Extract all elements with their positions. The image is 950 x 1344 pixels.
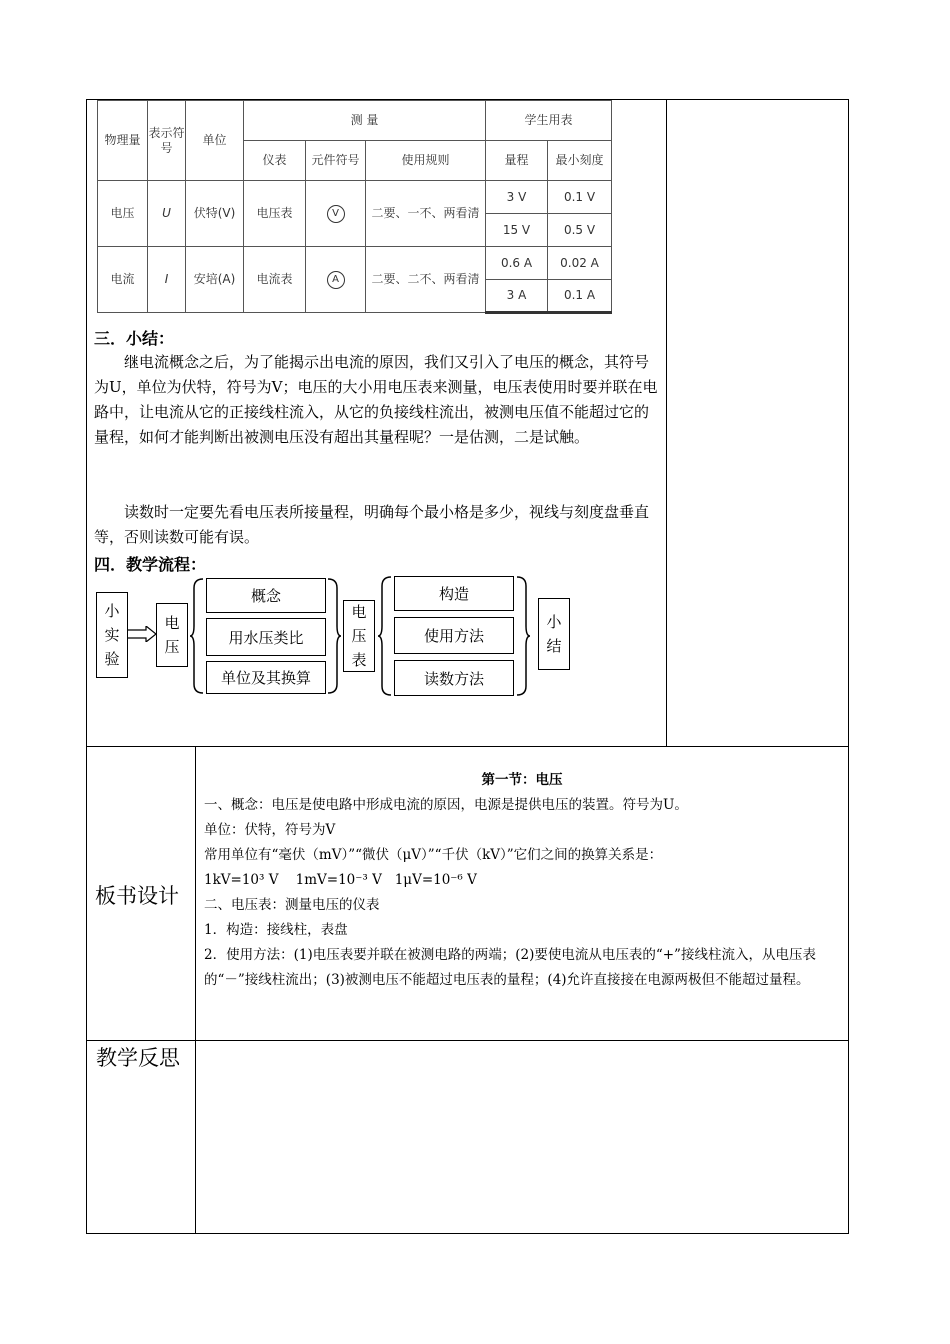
right-brace-1-icon (327, 578, 341, 694)
board-line-voltmeter: 二、电压表：测量电压的仪表 (204, 897, 380, 913)
flow-structure-label: 构造 (438, 585, 469, 603)
voltage-meter: 电压表 (244, 181, 306, 247)
flow-voltage-box (156, 603, 188, 667)
summary-paragraph-2: 读数时一定要先看电压表所接量程，明确每个最小格是多少，视线与刻度盘垂直等，否则读数可能有误。 (94, 503, 650, 546)
outer-bottom-border (86, 1233, 849, 1234)
header-symbol: 表示符号 (148, 101, 186, 181)
board-line-structure: 1．构造：接线柱，表盘 (204, 922, 348, 938)
voltmeter-symbol-icon: V (327, 205, 345, 223)
ammeter-symbol-icon: A (327, 271, 345, 289)
voltage-division-1: 0.1 V (548, 181, 612, 214)
flow-end-label: 小结 (546, 613, 562, 655)
flow-heading: 四．教学流程： (94, 555, 207, 574)
current-division-1: 0.02 A (548, 247, 612, 280)
outer-right-border (848, 99, 849, 1234)
current-rule: 二要、二不、两看清 (366, 247, 486, 313)
current-symbol: I (148, 247, 186, 313)
flow-meter-label: 电压表 (351, 603, 367, 669)
flow-arrow-icon (128, 626, 156, 642)
left-brace-1-icon (190, 578, 204, 694)
flow-meter-box (343, 600, 375, 672)
left-brace-2-icon (378, 576, 392, 696)
current-division-2: 0.1 A (548, 280, 612, 313)
header-range: 量程 (486, 141, 548, 181)
board-line-usage: 2．使用方法：(1)电压表要并联在被测电路的两端；(2)要使电流从电压表的“+”接线柱流入，从电压表的“－”接线柱流出；(3)被测电压不能超过电压表的量程；(4)允许直接接在电源两极但不能超过量程。 (204, 947, 816, 988)
flow-unit-label: 单位及其换算 (220, 669, 311, 687)
header-rule: 使用规则 (366, 141, 486, 181)
header-quantity: 物理量 (98, 101, 148, 181)
flow-usage-box (394, 617, 514, 654)
header-unit: 单位 (186, 101, 244, 181)
current-range-1: 0.6 A (486, 247, 548, 280)
flow-voltage-label: 电压 (164, 614, 180, 656)
header-element: 元件符号 (306, 141, 366, 181)
voltage-quantity: 电压 (98, 181, 148, 247)
row-divider-1 (86, 746, 849, 747)
row-divider-2 (86, 1040, 849, 1041)
current-range-2: 3 A (486, 280, 548, 313)
board-line-unit: 单位：伏特，符号为V (204, 822, 336, 838)
physics-quantity-table (97, 100, 612, 314)
flow-usage-label: 使用方法 (423, 627, 484, 645)
voltage-division-2: 0.5 V (548, 214, 612, 247)
top-right-divider (666, 99, 667, 747)
voltage-symbol: U (148, 181, 186, 247)
outer-left-border (86, 99, 87, 1234)
summary-heading: 三．小结： (94, 329, 175, 348)
board-line-conversion: 1kV=10³ V 1mV=10⁻³ V 1μV=10⁻⁶ V (204, 872, 477, 888)
label-column-divider (195, 746, 196, 1234)
header-meter: 仪表 (244, 141, 306, 181)
voltage-unit: 伏特(V) (186, 181, 244, 247)
flow-start-box (96, 592, 128, 678)
voltage-range-2: 15 V (486, 214, 548, 247)
right-brace-2-icon (516, 576, 530, 696)
voltage-rule: 二要、一不、两看清 (366, 181, 486, 247)
flow-end-box (538, 598, 570, 670)
flow-concept-label: 概念 (250, 587, 281, 605)
flow-reading-box (394, 660, 514, 696)
current-meter: 电流表 (244, 247, 306, 313)
flow-reading-label: 读数方法 (423, 669, 484, 688)
board-line-concept: 一、概念：电压是使电路中形成电流的原因，电源是提供电压的装置。符号为U。 (204, 797, 688, 813)
board-design-label: 板书设计 (95, 884, 179, 908)
board-line-common-units: 常用单位有“毫伏（mV）”“微伏（μV）”“千伏（kV）”它们之间的换算关系是： (204, 847, 663, 863)
board-design-content (204, 768, 840, 993)
header-division: 最小刻度 (548, 141, 612, 181)
current-unit: 安培(A) (186, 247, 244, 313)
flow-unit-box (206, 661, 326, 694)
current-quantity: 电流 (98, 247, 148, 313)
flow-analogy-box (206, 618, 326, 656)
flow-start-label: 小实验 (104, 602, 120, 668)
header-measure: 测 量 (244, 101, 486, 141)
flow-structure-box (394, 576, 514, 611)
reflection-label: 教学反思 (96, 1046, 180, 1070)
flow-analogy-label: 用水压类比 (228, 628, 304, 647)
flow-concept-box (206, 578, 326, 613)
header-student-meter: 学生用表 (486, 101, 612, 141)
board-title: 第一节：电压 (481, 772, 563, 788)
voltage-range-1: 3 V (486, 181, 548, 214)
summary-paragraph-1: 继电流概念之后，为了能揭示出电流的原因，我们又引入了电压的概念，其符号为U，单位为伏特，符号为V；电压的大小用电压表来测量，电压表使用时要并联在电路中，让电流从它的正接线柱流入，从它的负接线柱流出，被测电压值不能超过它的量程，如何才能判断出被测电压没有超出其量程呢？一是估测，二是试触。 (94, 353, 658, 446)
